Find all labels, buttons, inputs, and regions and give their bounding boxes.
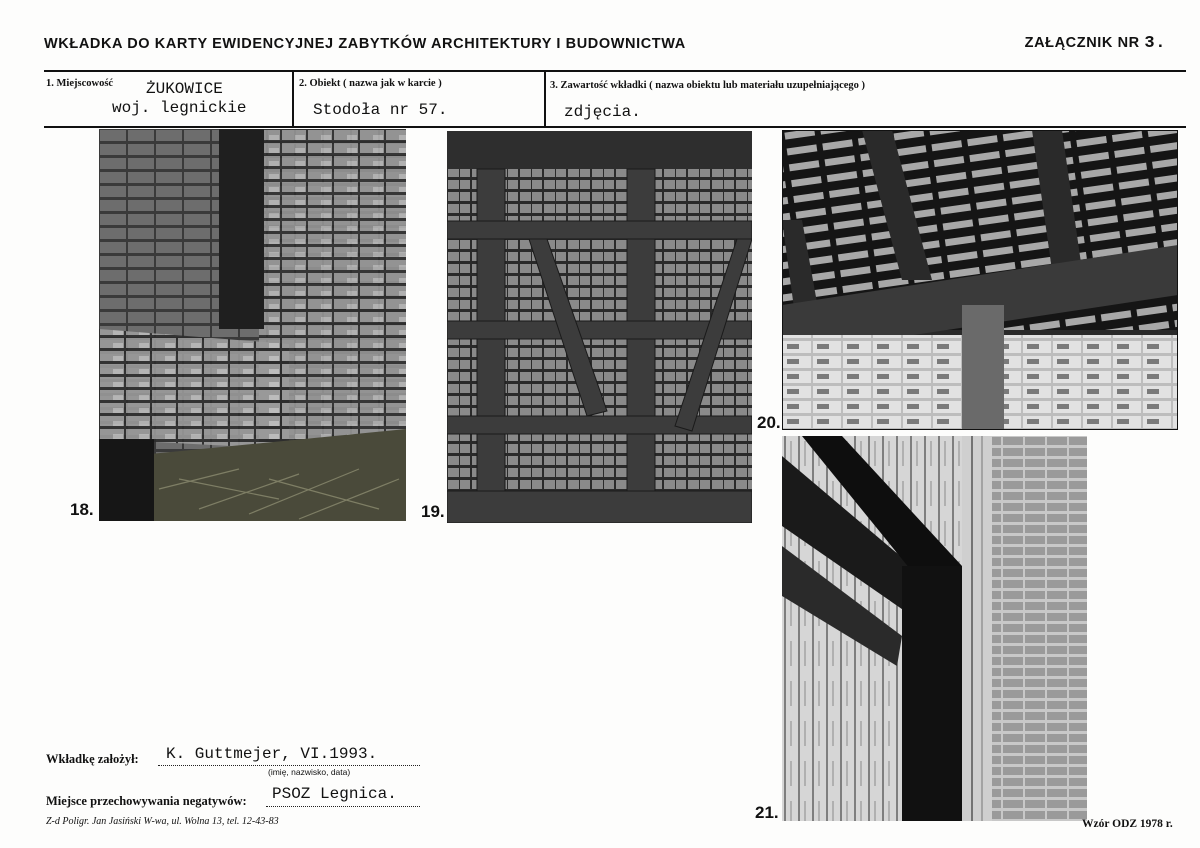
field-divider-1 <box>292 71 294 127</box>
photo-21 <box>782 436 1087 821</box>
photo-18 <box>99 129 406 521</box>
printer-imprint: Z-d Poligr. Jan Jasiński W-wa, ul. Wolna 13, tel. 12-43-83 <box>46 816 279 827</box>
annex-label <box>1025 34 1166 53</box>
header-rule-bottom <box>44 126 1186 128</box>
form-title: WKŁADKA DO KARTY EWIDENCYJNEJ ZABYTKÓW ARCHITEKTURY I BUDOWNICTWA <box>44 36 686 52</box>
photo-20-number: 20. <box>757 413 781 432</box>
content-value: zdjęcia. <box>564 103 641 121</box>
photo-18-image <box>99 129 406 521</box>
photo-21-image <box>782 436 1087 821</box>
annex-label-text: ZAŁĄCZNIK NR <box>1024 35 1140 51</box>
storage-dotted-line <box>266 806 420 807</box>
header-rule-top <box>44 70 1186 72</box>
content-label: 3. Zawartość wkładki ( nazwa obiektu lub materiału uzupełniającego ) <box>550 80 866 91</box>
field-divider-2 <box>544 71 546 127</box>
photo-19-number: 19. <box>421 502 445 521</box>
photo-21-number: 21. <box>755 803 779 822</box>
object-label: 2. Obiekt ( nazwa jak w karcie ) <box>299 78 442 89</box>
photo-18-number: 18. <box>70 500 94 519</box>
storage-value: PSOZ Legnica. <box>272 785 397 803</box>
founded-dotted-line <box>158 765 420 766</box>
location-value: ŻUKOWICE <box>146 80 223 98</box>
location-label: 1. Miejscowość <box>46 78 114 89</box>
photo-19-image <box>447 131 752 523</box>
photo-19 <box>447 131 752 523</box>
annex-number: 3. <box>1144 34 1166 53</box>
photo-20-image <box>782 130 1178 430</box>
form-pattern: Wzór ODZ 1978 r. <box>1082 818 1173 830</box>
object-value: Stodoła nr 57. <box>313 101 448 119</box>
founded-value: K. Guttmejer, VI.1993. <box>166 745 378 763</box>
photo-20 <box>782 130 1178 430</box>
founded-label: Wkładkę założył: <box>46 752 139 766</box>
founded-hint: (imię, nazwisko, data) <box>268 767 351 777</box>
storage-label: Miejsce przechowywania negatywów: <box>46 794 247 808</box>
voivodeship-value: woj. legnickie <box>112 99 247 117</box>
